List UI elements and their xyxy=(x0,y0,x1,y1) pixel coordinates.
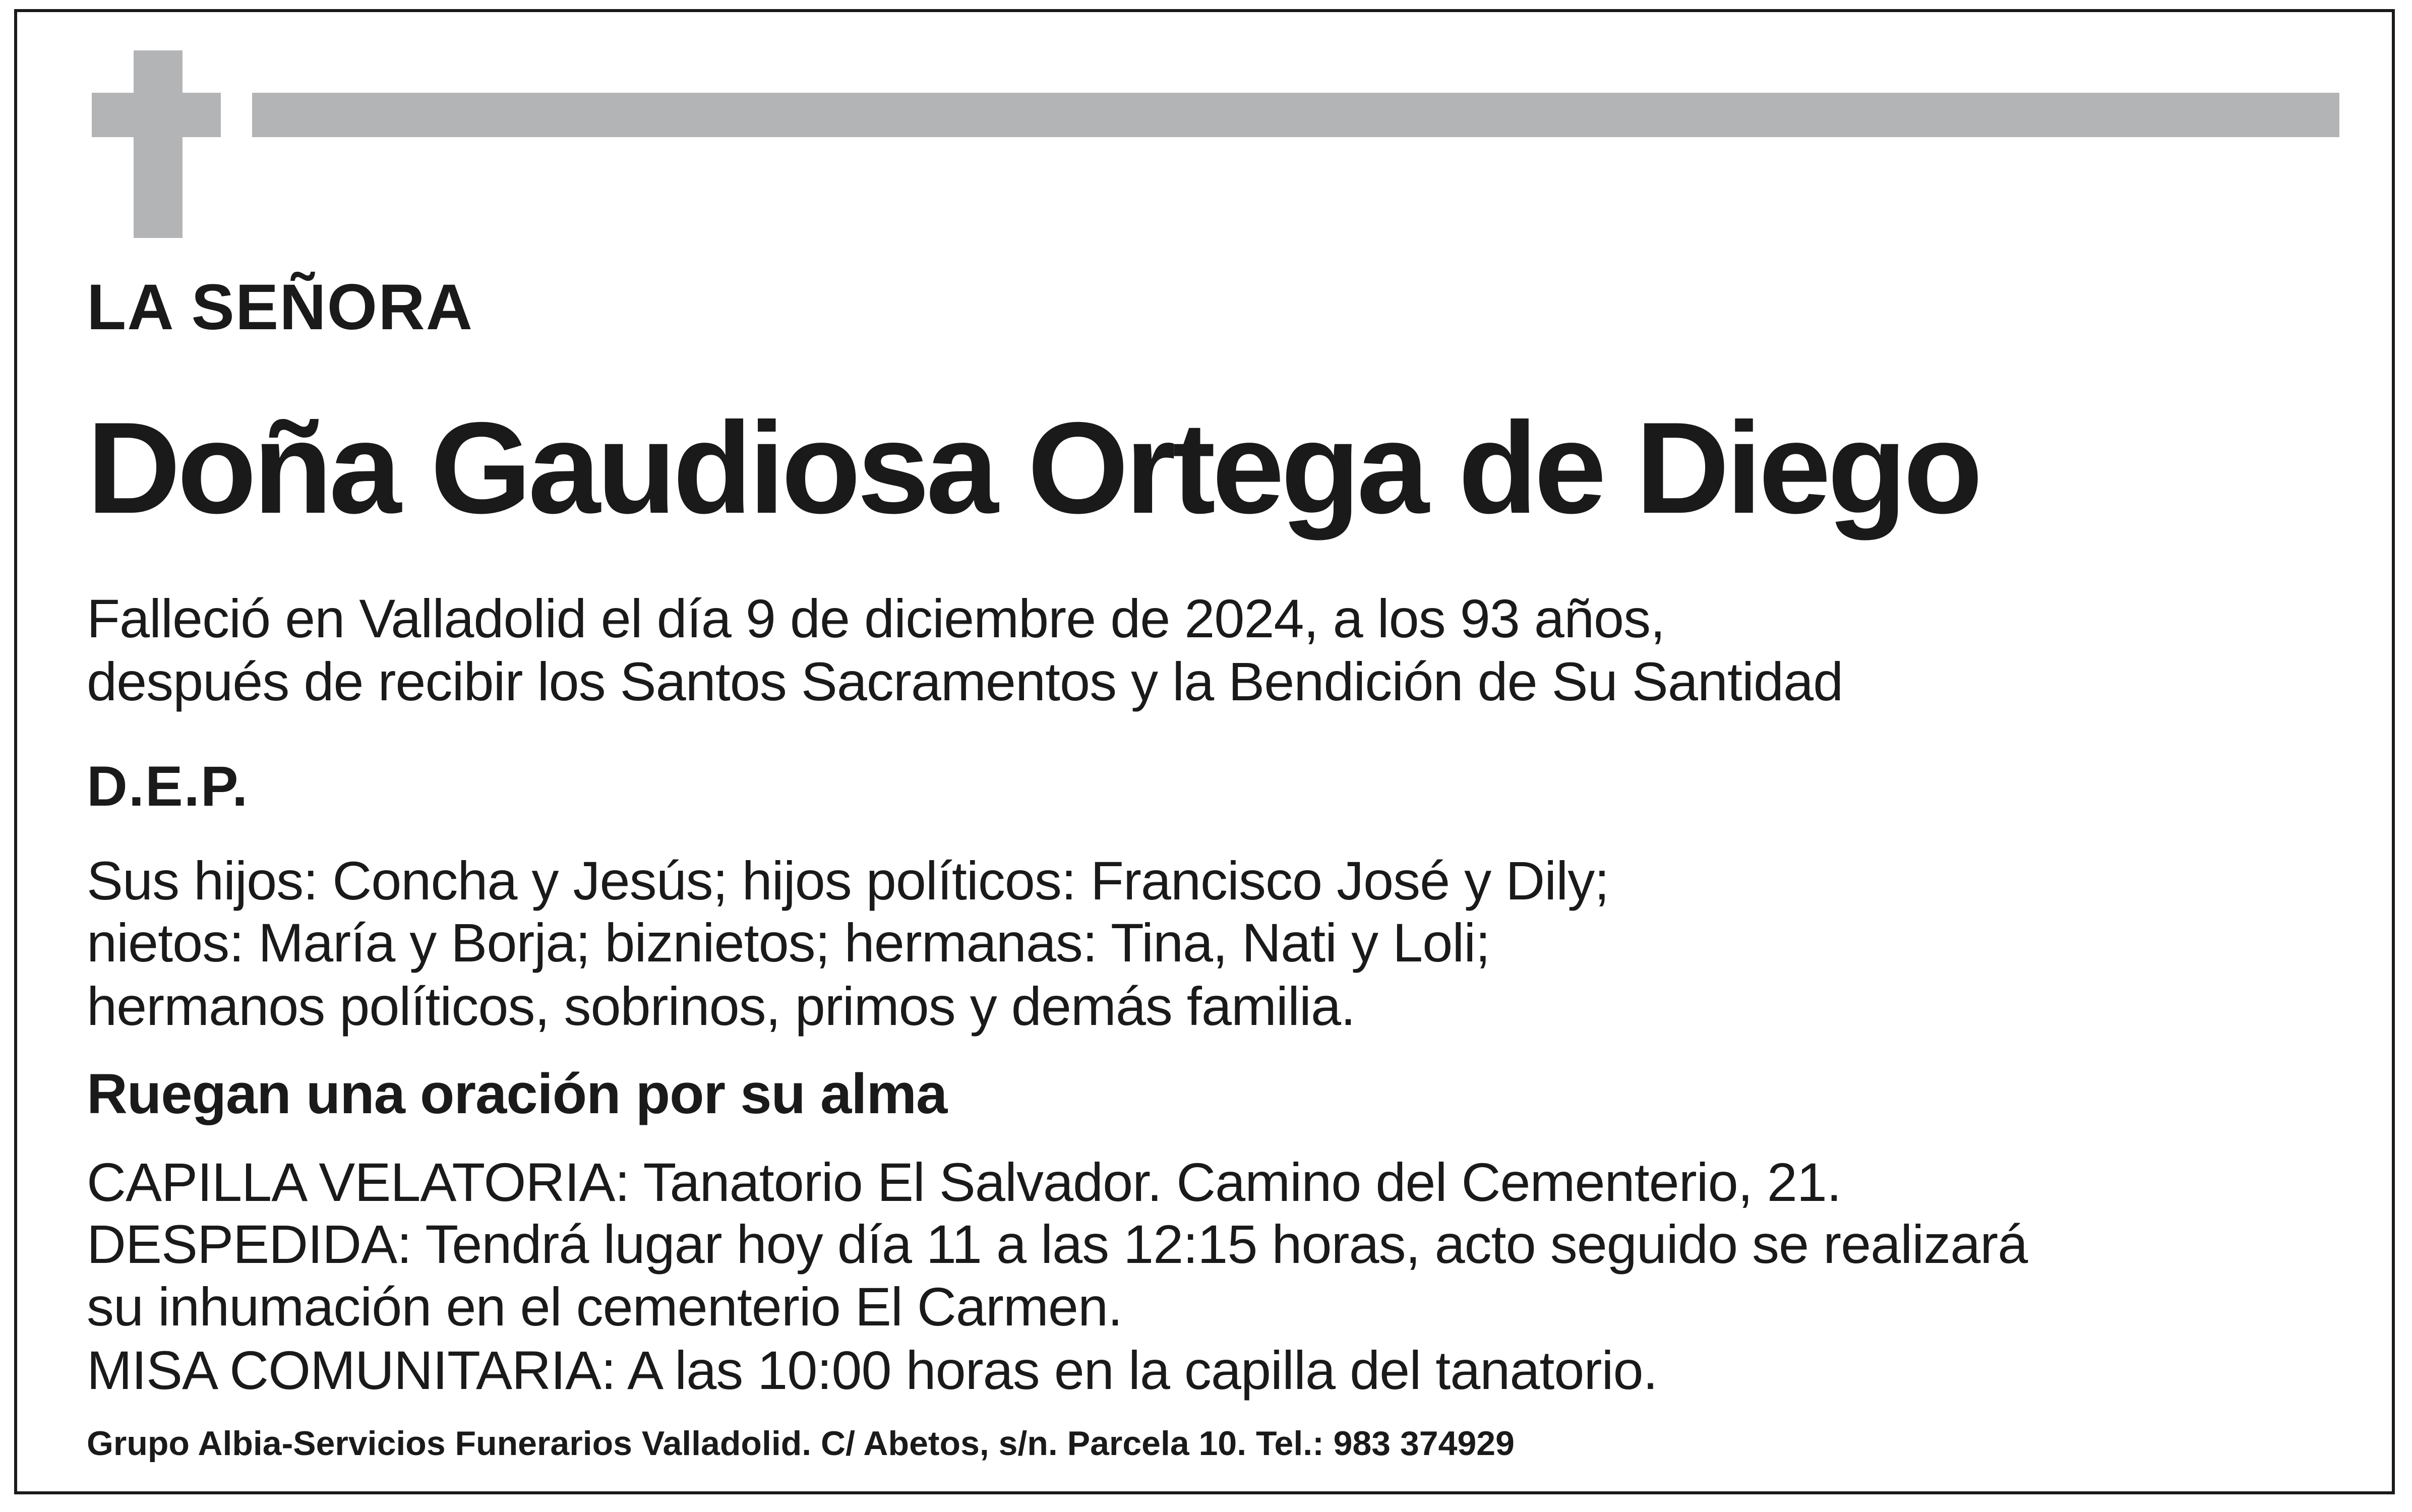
family-line-1: Sus hijos: Concha y Jesús; hijos políticos: Francisco José y Dily; xyxy=(87,850,1609,911)
notice-title: LA SEÑORA xyxy=(87,271,474,343)
info-line-1: CAPILLA VELATORIA: Tanatorio El Salvador. Camino del Cementerio, 21. xyxy=(87,1152,1841,1213)
cross-horizontal-bar xyxy=(92,93,221,137)
death-line-1: Falleció en Valladolid el día 9 de diciembre de 2024, a los 93 años, xyxy=(87,588,1665,649)
deceased-name: Doña Gaudiosa Ortega de Diego xyxy=(87,395,1979,540)
cross-vertical-bar xyxy=(134,50,183,238)
prayer-request: Ruegan una oración por su alma xyxy=(87,1062,947,1125)
info-line-2: DESPEDIDA: Tendrá lugar hoy día 11 a las 12:15 horas, acto seguido se realizará xyxy=(87,1214,2028,1275)
funeral-home-footer: Grupo Albia-Servicios Funerarios Valladolid. C/ Abetos, s/n. Parcela 10. Tel.: 983 374929 xyxy=(87,1424,1515,1463)
info-line-4: MISA COMUNITARIA: A las 10:00 horas en la capilla del tanatorio. xyxy=(87,1340,1658,1401)
death-line-2: después de recibir los Santos Sacramentos y la Bendición de Su Santidad xyxy=(87,651,1843,712)
family-line-3: hermanos políticos, sobrinos, primos y demás familia. xyxy=(87,976,1356,1037)
rip-text: D.E.P. xyxy=(87,755,249,818)
family-line-2: nietos: María y Borja; biznietos; hermanas: Tina, Nati y Loli; xyxy=(87,912,1490,973)
info-line-3: su inhumación en el cementerio El Carmen. xyxy=(87,1276,1123,1337)
header-rule xyxy=(252,93,2339,137)
